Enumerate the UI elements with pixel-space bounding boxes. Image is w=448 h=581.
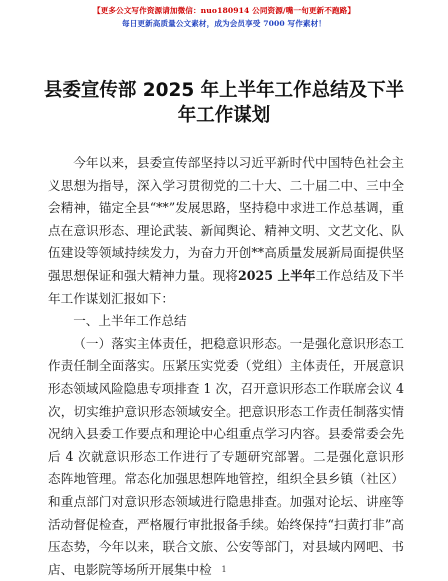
banner-line-1: 【更多公文写作资源请加微信：nuo180914 公同资源/嘴一旬更新不跑路】 [92,6,356,15]
intro-bold-text: 2025 上半年 [237,267,316,283]
page-number: 1 [221,565,227,574]
body-paragraph: （一）落实主体责任，把稳意识形态。一是强化意识形态工作责任制全面落实。压紧压实党委（党组）主体责任，开展意识形态领域风险隐患专项排查 1 次，召开意识形态工作联席会议 4 次，切实维护意识形态领域安全。把意识形态工作责任制落实情况纳入县委工作要点和理论中心组重点学习内容。县委常委会先后 4 次就意识形态工作进行了专题研究部署。二是强化意识形态阵地管理。常态化加强思想阵地管控，组织全县乡镇（社区）和重点部门对意识形态领域进行隐患排查。加强对论坛、讲座等活动督促检查，严格履行审批报备手续。始终保持“扫黄打非”高压态势，今年以来，联合文旅、公安等部门，对县域内网吧、书店、电影院等场所开展集中检 [48,335,404,577]
document-title: 县委宣传部 2025 年上半年工作总结及下半年工作谋划 [43,80,405,126]
banner-line-2: 每日更新高质量公文素材，成为会员享受 7000 写作素材！ [122,19,326,28]
document-body [48,152,404,581]
intro-tail-text: 工作总结及下半年工作谋划汇报如下： [48,267,405,306]
section-heading: 一、上半年工作总结 [73,313,187,329]
promo-banner [0,4,448,30]
intro-text: 今年以来，县委宣传部坚持以习近平新时代中国特色社会主义思想为指导，深入学习贯彻党的二十大、二十届二中、三中全会精神，锚定全县“**”发展思路，坚持稳中求进工作总基调，重点在意识形态、理论武装、新闻舆论、精神文明、文艺文化、队伍建设等领域持续发力，为奋力开创**高质量发展新局面提供坚强思想保证和强大精神力量。现将 [48,155,404,283]
intro-paragraph [48,152,404,310]
